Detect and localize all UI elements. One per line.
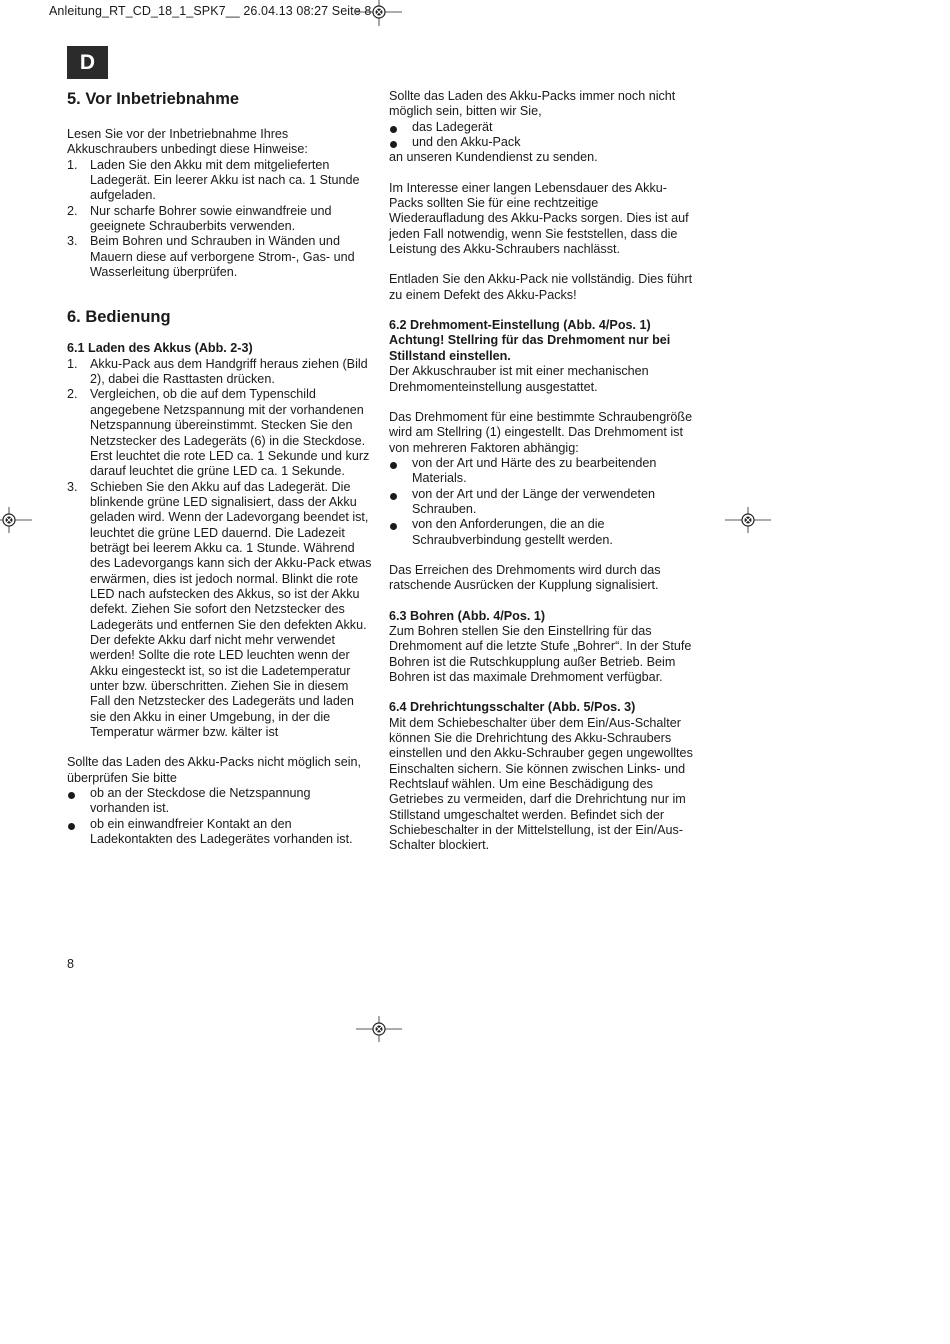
right-column [389,89,694,854]
registration-mark-left-icon [0,507,32,533]
torque-text-2: Das Drehmoment für eine bestimmte Schraubengröße wird am Stellring (1) eingestellt. Das Drehmoment ist von mehreren Faktoren abhängig: [389,409,693,455]
subsection-6-1-heading: 6.1 Laden des Akkus (Abb. 2-3) [67,341,253,356]
bullet-item: von der Art und der Länge der verwendeten Schrauben. [389,487,694,518]
direction-switch-text: Mit dem Schiebeschalter über dem Ein/Aus-Schalter können Sie die Drehrichtung des Akku-Schraubers einstellen und den Akku-Schrauber gegen ungewolltes Einschalten sichern. Sie können zwischen Links- und Rechtslauf wählen. Um eine Beschädigung des Getriebes zu vermeiden, darf die Drehrichtung nur im Stillstand umgeschaltet werden. Befindet sich der Schiebeschalter in der Mittelstellung, ist der Ein/Aus-Schalter blockiert. [389,715,693,853]
section-5-heading: 5. Vor Inbetriebnahme [67,90,240,108]
subsection-6-3-heading: 6.3 Bohren (Abb. 4/Pos. 1) [389,608,546,623]
charging-steps-list [67,357,372,741]
registration-mark-right-icon [725,507,771,533]
registration-mark-bottom-icon [356,1016,402,1042]
service-outro: an unseren Kundendienst zu senden. [389,150,598,165]
left-column [67,89,372,847]
print-slug: Anleitung_RT_CD_18_1_SPK7__ 26.04.13 08:27 Seite 8 [49,4,372,18]
bullet-item: das Ladegerät [389,120,694,135]
check-intro: Sollte das Laden des Akku-Packs nicht möglich sein, überprüfen Sie bitte [67,755,362,785]
list-item: 2. Nur scharfe Bohrer sowie einwandfreie und geeignete Schrauberbits verwenden. [67,203,332,234]
torque-warning: Achtung! Stellring für das Drehmoment nur bei Stillstand einstellen. [389,333,671,363]
subsection-6-4-heading: 6.4 Drehrichtungsschalter (Abb. 5/Pos. 3) [389,700,636,715]
service-intro: Sollte das Laden des Akku-Packs immer noch nicht möglich sein, bitten wir Sie, [389,89,676,119]
bullet-item: von der Art und Härte des zu bearbeitenden Materials. [389,456,694,487]
page-number: 8 [67,957,75,971]
service-bullet-list [389,120,694,151]
torque-factor-list [389,456,694,548]
bullet-item: ob an der Steckdose die Netzspannung vorhanden ist. [67,786,372,817]
section-5-intro: Lesen Sie vor der Inbetriebnahme Ihres Akkuschraubers unbedingt diese Hinweise: [67,127,308,157]
drilling-text: Zum Bohren stellen Sie den Einstellring für das Drehmoment auf die letzte Stufe „Bohrer“. In der Stufe Bohren ist die Rutschkupplung außer Betrieb. Beim Bohren ist das maximale Drehmoment verfügbar. [389,623,692,684]
bullet-item: von den Anforderungen, die an die Schraubverbindung gestellt werden. [389,517,694,548]
section-6-heading: 6. Bedienung [67,308,171,327]
bullet-item: und den Akku-Pack [389,135,694,150]
torque-text-3: Das Erreichen des Drehmoments wird durch das ratschende Ausrücken der Kupplung signalisiert. [389,562,661,593]
battery-lifetime-paragraph: Im Interesse einer langen Lebensdauer des Akku-Packs sollten Sie für eine rechtzeitige Wiederaufladung des Akku-Packs sorgen. Dies ist auf jeden Fall notwendig, wenn Sie feststellen, dass die Leistung des Akku-Schraubers nachlässt. [389,180,689,257]
registration-mark-top-icon [356,0,402,26]
list-item: 1. Laden Sie den Akku mit dem mitgelieferten Ladegerät. Ein leerer Akku ist nach ca. 1 Stunde aufgeladen. [67,157,360,203]
bullet-item: ob ein einwandfreier Kontakt an den Ladekontakten des Ladegerätes vorhanden ist. [67,817,372,848]
language-badge: D [67,46,108,79]
list-item: 1. Akku-Pack aus dem Handgriff heraus ziehen (Bild 2), dabei die Rasttasten drücken. [67,356,368,387]
torque-text-1: Der Akkuschrauber ist mit einer mechanischen Drehmomenteinstellung ausgestattet. [389,364,649,394]
section-5-list [67,158,372,281]
list-item: 3. Schieben Sie den Akku auf das Ladegerät. Die blinkende grüne LED signalisiert, dass der Akku geladen wird. Wenn der Ladevorgang beendet ist, leuchtet die grüne LED dauernd. Die Ladezeit beträgt bei leerem Akku ca. 1 Stunde. Während des Ladevorgangs kann sich der Akku-Pack etwas erwärmen, dies ist jedoch normal. Blinkt die rote LED nach aufstecken des Akkus, so ist der Akku defekt. Ziehen Sie sofort den Netzstecker des Ladegeräts und entfernen Sie den defekten Akku. Der defekte Akku darf nicht mehr verwendet werden! Sollte die rote LED leuchten wenn der Akku eingesteckt ist, so ist die Ladetemperatur unter bzw. überschritten. Ziehen Sie in diesem Fall den Netzstecker des Ladegeräts und laden sie den Akku in einer Umgebung, in der die Temperatur wärmer bzw. kälter ist [67,479,372,740]
check-bullet-list [67,786,372,847]
discharge-warning-paragraph: Entladen Sie den Akku-Pack nie vollständig. Dies führt zu einem Defekt des Akku-Packs! [389,272,693,302]
list-item: 3. Beim Bohren und Schrauben in Wänden und Mauern diese auf verborgene Strom-, Gas- und Wasserleitung überprüfen. [67,234,355,280]
subsection-6-2-heading: 6.2 Drehmoment-Einstellung (Abb. 4/Pos. 1) [389,318,651,333]
list-item: 2. Vergleichen, ob die auf dem Typenschild angegebene Netzspannung mit der vorhandenen Netzspannung übereinstimmt. Stecken Sie den Netzstecker des Ladegeräts (6) in die Steckdose. Erst leuchtet die rote LED ca. 1 Sekunde und kurz darauf leuchtet die grüne LED ca. 1 Sekunde. [67,387,370,479]
